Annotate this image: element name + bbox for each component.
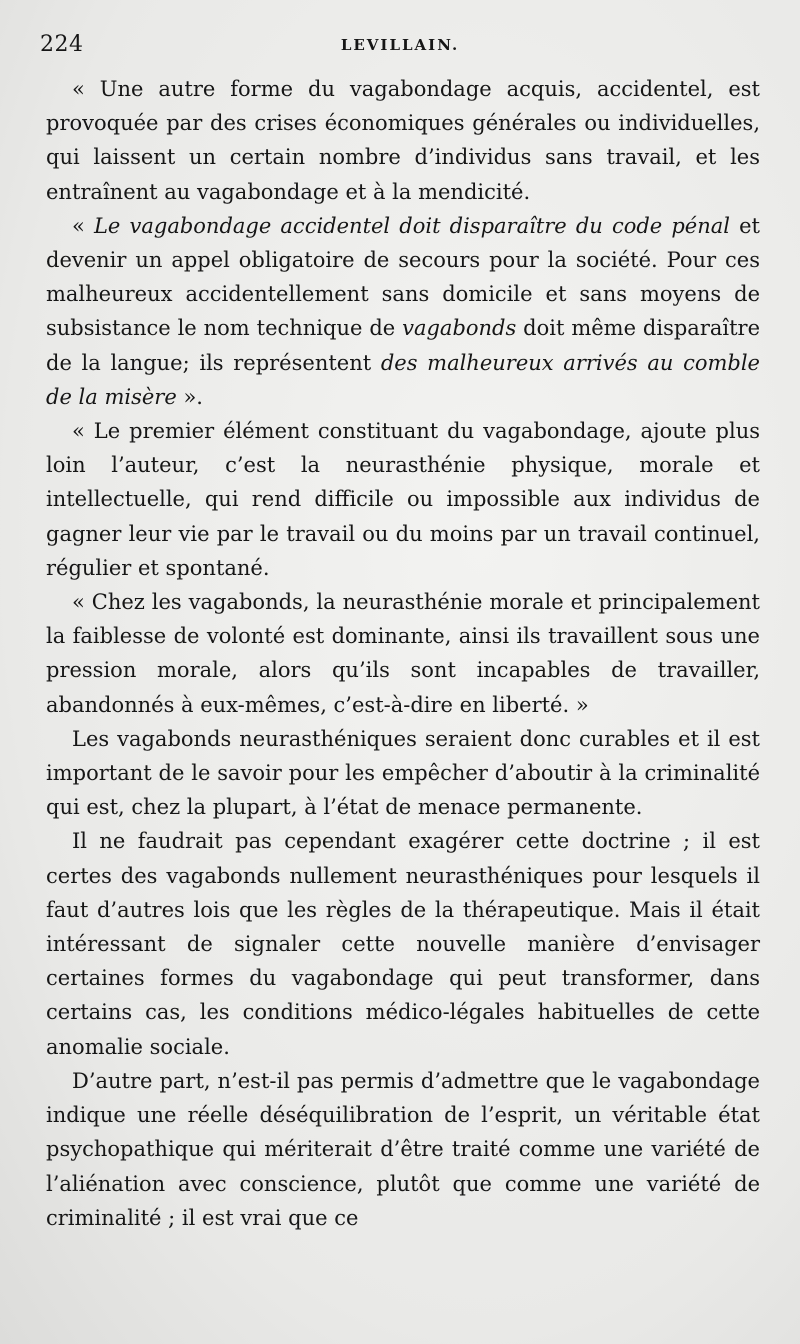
text-run: Les vagabonds neurasthéniques seraient donc curables et il est important de le savoir pour les empêcher d’aboutir à la criminalité qui est, chez la plupart, à l’état de menace permanente. [46, 726, 760, 820]
text-run: et devenir un appel obligatoire de secours pour la société. Pour ces malheureux accidentellement sans domicile et sans moyens de subsistance le nom technique de [46, 213, 760, 341]
text-run: ». [176, 384, 203, 409]
text-run: doit même disparaître de la langue; ils représentent [46, 316, 760, 375]
text-run: « [72, 213, 94, 238]
page-number: 224 [40, 32, 84, 57]
paragraph [46, 585, 760, 722]
text-run: D’autre part, n’est-il pas permis d’admettre que le vagabondage indique une réelle déséquilibration de l’esprit, un véritable état psychopathique qui mériterait d’être traité comme une variété de l’aliénation avec conscience, plutôt que comme une variété de criminalité ; il est vrai que ce [46, 1068, 760, 1230]
paragraph [46, 209, 760, 414]
italic-text: vagabonds [402, 316, 517, 341]
running-head: LEVILLAIN. [340, 36, 460, 54]
italic-text: des malheureux arrivés au comble de la misère [46, 350, 760, 409]
text-run: « Une autre forme du vagabondage acquis, accidentel, est provoquée par des crises économiques générales ou individuelles, qui laissent un certain nombre d’individus sans travail, et les entraînent au vagabondage et à la mendicité. [46, 77, 760, 204]
page-body [46, 72, 760, 1235]
italic-text: Le vagabondage accidentel doit disparaître du code pénal [93, 213, 730, 238]
text-run: « Chez les vagabonds, la neurasthénie morale et principalement la faiblesse de volonté est dominante, ainsi ils travaillent sous une pression morale, alors qu’ils sont incapables de travailler, abandonnés à eux-mêmes, c’est-à-dire en liberté. » [46, 590, 760, 717]
paragraph [46, 824, 760, 1063]
page-header [40, 32, 760, 60]
paragraph [46, 1064, 760, 1235]
text-run: Il ne faudrait pas cependant exagérer cette doctrine ; il est certes des vagabonds nullement neurasthéniques pour lesquels il faut d’autres lois que les règles de la thérapeutique. Mais il était intéressant de signaler cette nouvelle manière d’envisager certaines formes du vagabondage qui peut transformer, dans certains cas, les conditions médico-légales habituelles de cette anomalie sociale. [46, 829, 760, 1059]
paragraph [46, 414, 760, 585]
text-run: « Le premier élément constituant du vagabondage, ajoute plus loin l’auteur, c’est la neurasthénie physique, morale et intellectuelle, qui rend difficile ou impossible aux individus de gagner leur vie par le travail ou du moins par un travail continuel, régulier et spontané. [46, 419, 760, 580]
paragraph [46, 722, 760, 825]
paragraph [46, 72, 760, 209]
